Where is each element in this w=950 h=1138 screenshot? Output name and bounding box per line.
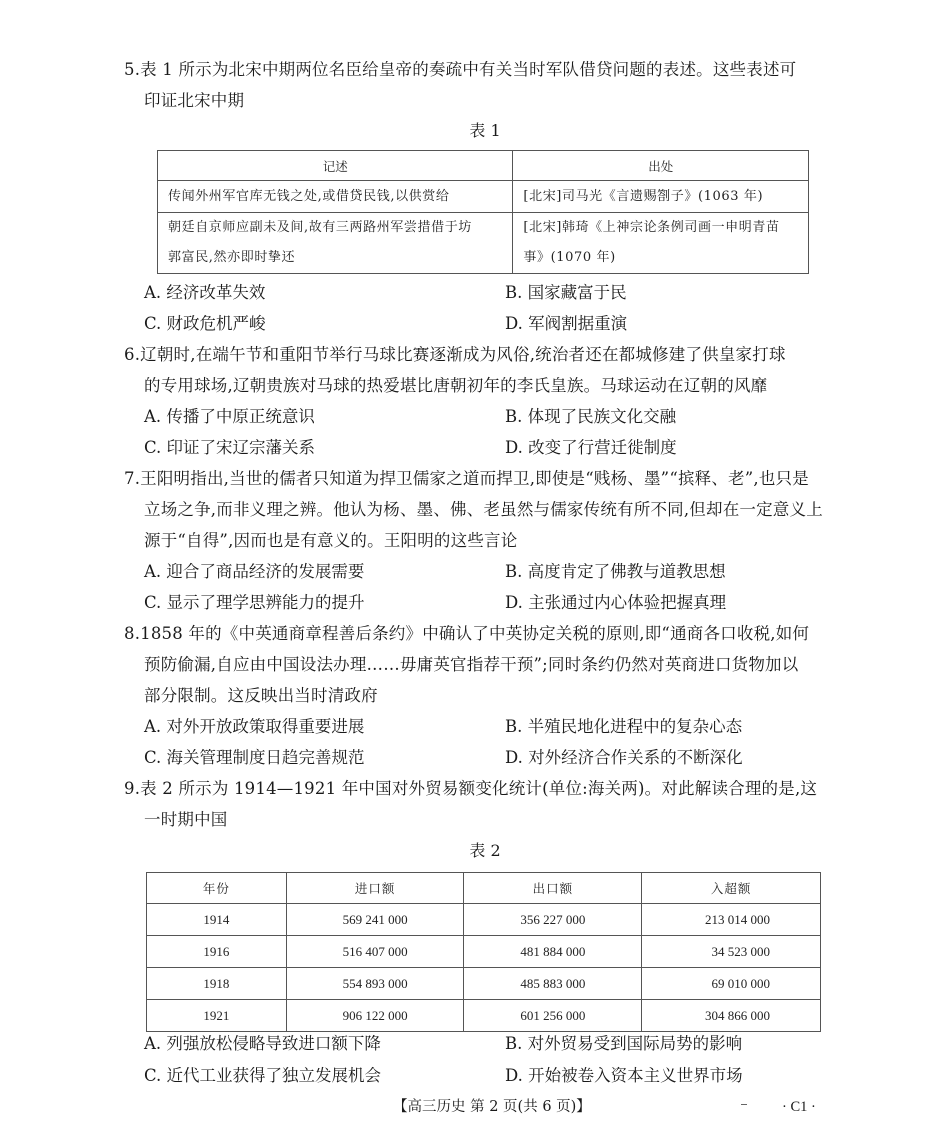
question-number: 7. (124, 469, 141, 488)
question-6-line-1: 6.辽朝时,在端午节和重阳节举行马球比赛逐渐成为风俗,统治者还在都城修建了供皇家打球 (124, 345, 786, 364)
table-row (147, 904, 821, 936)
record-cell: 传闻外州军官库无钱之处,或借贷民钱,以供赏给 (158, 181, 513, 213)
table-2-caption: 表 2 (469, 841, 501, 860)
footer-divider (741, 1104, 747, 1105)
question-5-line-2: 印证北宋中期 (144, 91, 245, 110)
year-cell: 1921 (147, 1000, 287, 1032)
table-header-row (158, 151, 809, 181)
table-row (147, 1000, 821, 1032)
question-6-line-2: 的专用球场,辽朝贵族对马球的热爱堪比唐朝初年的李氏皇族。马球运动在辽朝的风靡 (144, 376, 768, 395)
page-number-label: 【高三历史 第 2 页(共 6 页)】 (393, 1099, 591, 1115)
option-a[interactable]: A. 迎合了商品经济的发展需要 (144, 562, 365, 581)
option-b[interactable]: B. 半殖民地化进程中的复杂心态 (505, 717, 743, 736)
export-cell: 356 227 000 (464, 904, 642, 936)
option-c[interactable]: C. 近代工业获得了独立发展机会 (144, 1066, 382, 1085)
table-1 (157, 150, 809, 274)
question-7-line-3: 源于“自得”,因而也是有意义的。王阳明的这些言论 (144, 531, 518, 550)
option-d[interactable]: D. 开始被卷入资本主义世界市场 (505, 1066, 743, 1085)
deficit-cell: 213 014 000 (642, 904, 821, 936)
deficit-cell: 69 010 000 (642, 968, 821, 1000)
deficit-cell: 304 866 000 (642, 1000, 821, 1032)
option-b[interactable]: B. 国家藏富于民 (505, 283, 627, 302)
import-cell: 516 407 000 (286, 936, 464, 968)
question-number: 5. (124, 60, 141, 79)
table-2 (146, 872, 821, 1032)
year-cell: 1918 (147, 968, 287, 1000)
question-8-line-2: 预防偷漏,自应由中国设法办理……毋庸英官指荐干预”;同时条约仍然对英商进口货物加以 (144, 655, 799, 674)
question-9-line-1: 9.表 2 所示为 1914—1921 年中国对外贸易额变化统计(单位:海关两)。对此解读合理的是,这 (124, 779, 818, 798)
option-a[interactable]: A. 传播了中原正统意识 (144, 407, 315, 426)
table-header-cell: 出处 (513, 151, 809, 181)
question-8-line-1: 8.1858 年的《中英通商章程善后条约》中确认了中英协定关税的原则,即“通商各口收税,如何 (124, 624, 810, 643)
header-export: 出口额 (464, 873, 642, 904)
header-year: 年份 (147, 873, 287, 904)
table-header-row (147, 873, 821, 904)
import-cell: 569 241 000 (286, 904, 464, 936)
table-row (158, 213, 809, 274)
source-cell: [北宋]韩琦《上神宗论条例司画一申明青苗 事》(1070 年) (513, 213, 809, 274)
option-a[interactable]: A. 经济改革失效 (144, 283, 266, 302)
question-9-line-2: 一时期中国 (144, 810, 228, 829)
header-deficit: 入超额 (642, 873, 821, 904)
paper-code: · C1 · (782, 1099, 816, 1115)
option-d[interactable]: D. 改变了行营迁徙制度 (505, 438, 677, 457)
import-cell: 554 893 000 (286, 968, 464, 1000)
question-7-line-2: 立场之争,而非义理之辨。他认为杨、墨、佛、老虽然与儒家传统有所不同,但却在一定意义上 (144, 500, 823, 519)
option-b[interactable]: B. 高度肯定了佛教与道教思想 (505, 562, 726, 581)
option-b[interactable]: B. 体现了民族文化交融 (505, 407, 677, 426)
table-1-caption: 表 1 (469, 121, 501, 140)
year-cell: 1916 (147, 936, 287, 968)
table-header-cell: 记述 (158, 151, 513, 181)
option-b[interactable]: B. 对外贸易受到国际局势的影响 (505, 1034, 743, 1053)
question-7-line-1: 7.王阳明指出,当世的儒者只知道为捍卫儒家之道而捍卫,即使是“贱杨、墨”“摈释、老”,也只是 (124, 469, 809, 488)
option-d[interactable]: D. 主张通过内心体验把握真理 (505, 593, 727, 612)
question-5-line-1: 5.表 1 所示为北宋中期两位名臣给皇帝的奏疏中有关当时军队借贷问题的表述。这些表述可 (124, 60, 797, 79)
source-cell: [北宋]司马光《言遗赐劄子》(1063 年) (513, 181, 809, 213)
question-number: 8. (124, 624, 141, 643)
option-c[interactable]: C. 海关管理制度日趋完善规范 (144, 748, 365, 767)
year-cell: 1914 (147, 904, 287, 936)
export-cell: 481 884 000 (464, 936, 642, 968)
option-c[interactable]: C. 显示了理学思辨能力的提升 (144, 593, 365, 612)
record-cell: 朝廷自京师应副未及间,故有三两路州军尝措借于坊 郭富民,然亦即时挚还 (158, 213, 513, 274)
option-a[interactable]: A. 对外开放政策取得重要进展 (144, 717, 365, 736)
table-row (147, 936, 821, 968)
option-c[interactable]: C. 印证了宋辽宗藩关系 (144, 438, 316, 457)
deficit-cell: 34 523 000 (642, 936, 821, 968)
table-row (147, 968, 821, 1000)
table-row (158, 181, 809, 213)
question-number: 9. (124, 779, 141, 798)
header-import: 进口额 (286, 873, 464, 904)
option-d[interactable]: D. 军阀割据重演 (505, 314, 628, 333)
option-c[interactable]: C. 财政危机严峻 (144, 314, 266, 333)
import-cell: 906 122 000 (286, 1000, 464, 1032)
question-8-line-3: 部分限制。这反映出当时清政府 (144, 686, 378, 705)
option-d[interactable]: D. 对外经济合作关系的不断深化 (505, 748, 743, 767)
question-number: 6. (124, 345, 141, 364)
export-cell: 485 883 000 (464, 968, 642, 1000)
export-cell: 601 256 000 (464, 1000, 642, 1032)
option-a[interactable]: A. 列强放松侵略导致进口额下降 (144, 1034, 381, 1053)
